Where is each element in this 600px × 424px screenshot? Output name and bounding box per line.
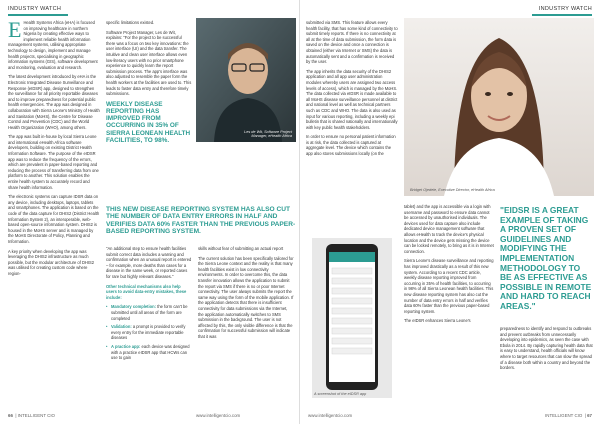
paragraph: The electronic systems can capture IDSR data on any device, including desktops, laptops, tablets and smartphones. The application is based on the code of the data capture for DHIS2 (District Health Information System 2), an interoperable, web-based open-source information system. DHIS2 is housed in the MoHS server and is managed by the MoHS Directorate of Policy, Planning and Information. xyxy=(8,194,100,244)
intro-paragraph: E Health Systems Africa (eHA) is focused on improving healthcare in northern Nigeria by creating effective ways to implement reliable health information management systems, utilising appropriate technology to design, implement and manage health projects, specialising in geographic information systems (GIS), software development and monitoring, evaluation and research. xyxy=(8,20,98,70)
photo-caption: A screenshot of the eIDSR app xyxy=(314,392,367,396)
paragraph: Software Project Manager, Les de Wit, explains: "For the project to be successful there was a focus on two key innovations: the user interface (UI) and the data transfer. The intuitive and clean user interface allows even low-literacy users with no prior smartphone experience to quickly learn the report submission process. The app's interface was also adjusted to resemble the paper form the health workers at the facilities are used to. This leads to faster data entry and therefore timely submissions. xyxy=(106,29,192,97)
article-column-2b xyxy=(106,246,192,412)
section-rule xyxy=(532,14,592,16)
article-column-1 xyxy=(8,20,100,412)
article-column-2 xyxy=(106,20,192,205)
app-screenshot-photo xyxy=(312,238,392,398)
paragraph: skills without fear of submitting an actual report xyxy=(198,246,284,251)
paragraph: Sierra Leone's disease surveillance and reporting has improved drastically as a result of this new system. According to a recent CDC article, weekly disease reporting improved from occurring in 35% of health facilities, to occurring in 98% of all Sierra Leonean health facilities. This new disease reporting system has also cut the number of data entry errors in half and verifies data 60% faster than the previous paper-based reporting system. xyxy=(404,258,494,314)
article-column-4 xyxy=(306,20,398,238)
footer-right: INTELLIGENT CIO | 67 xyxy=(545,413,592,418)
list-item: • Validation: a prompt is provided to verify every entry for the immediate reportable diseases xyxy=(106,324,192,341)
portrait-photo-bridget-ojedele xyxy=(404,18,594,196)
drop-cap: E xyxy=(8,20,22,42)
subhead: Other technical mechanisms also help users to avoid data-entry mistakes, these include: xyxy=(106,283,187,300)
photo-caption: Les de Wit, Software Project Manager, eHealth Africa xyxy=(244,130,292,138)
paragraph: The latest development introduced by eHA is the Electronic Integrated Disease Surveillance and Response (eIDSR) app, designed to strengthen the surveillance for all priority reportable diseases and to improve preparedness for potential public health emergencies. The app was designed in collaboration with Sierra Leone's Ministry of Health and Sanitation (MoHS), the Centre for Disease Control and Prevention (CDC) and the World Health Organization (WHO), among others. xyxy=(8,74,100,130)
footer-left: 66 | INTELLIGENT CIO xyxy=(8,413,55,418)
callout-text: WEEKLY DISEASE REPORTING HAS IMPROVED FROM OCCURRING IN 35% OF SIERRA LEONEAN HEALTH FACILITIES, TO 98%. xyxy=(106,100,191,144)
footer-url: www.intelligentcio.com xyxy=(196,413,241,418)
portrait-photo-les-de-wit xyxy=(196,18,296,142)
paragraph: preparedness to identify and respond to outbreaks and prevent outbreaks from unnecessarily developing into epidemics, as seen the case with Ebola in 2014. By rapidly capturing health data that is easy to understand, health officials will know where to target resources that can slow the spread of a disease both within a country and beyond the borders. xyxy=(500,326,593,371)
photo-caption: Bridget Ojedele, Executive Director, eHealth Africa xyxy=(410,188,495,192)
bullet-list xyxy=(106,304,192,360)
pull-quote: "EIDSR IS A GREAT EXAMPLE OF TAKING A PROVEN SET OF GUIDELINES AND MODIFYING THE IMPLEMENTATION METHODOLOGY TO BE AS EFFECTIVE AS POSSIBLE IN REMOTE AND HARD TO REACH AREAS." xyxy=(500,205,592,311)
section-rule xyxy=(8,14,68,16)
article-column-3 xyxy=(198,246,294,412)
list-item: • Mandatory completion: the form can't be submitted until all areas of the form are completed xyxy=(106,304,192,321)
article-column-5 xyxy=(404,204,494,412)
paragraph: tablet) and the app is accessible via a login with username and password to ensure data cannot be accessed by unauthorised individuals. The devices used for data capture also include dedicated device management software that allows eHealth to track the device's physical location and the device gets missing the device can be locked remotely, to bring as it is in Internet connection. xyxy=(404,204,494,254)
paragraph: "An additional step to ensure health facilities submit correct data includes a warning and confirmation when an unusual report is entered – for example, more deaths than cases for a disease in the same week, or reported cases for rare but highly relevant diseases." xyxy=(106,246,192,279)
paragraph: specific limitations existed. xyxy=(106,20,155,25)
paragraph: The current solution has been specifically tailored for the Sierra Leone context and the reality is that many health facilities exist in low connectivity environments. In order to overcome this, the data transfer innovation allows the application to submit the report via SMS if there is no or poor Internet connectivity. The user always submits the report the same way using the form of the mobile application. If the application detects that there is insufficient connectivity for data submissions via the Internet, the application automatically switches to SMS submission in the background. The user is not affected by this, the only visible difference is that the confirmation for successful submission will indicate that it was xyxy=(198,255,294,339)
list-item: • A practice app: each device was designed with a practice eIDSR app that HCWs can use to gain xyxy=(106,344,192,361)
paragraph: A key priority when developing the app was leveraging the DHIS2 infrastructure as much possible, but the modular architecture of DHIS2 was utilised for creating custom code where region- xyxy=(8,248,95,276)
paragraph: In order to ensure no personal patient information is at risk, the data collected is captured at aggregate level. The device which contains the app also stores submissions locally (on the xyxy=(306,134,396,157)
footer-url: www.intelligentcio.com xyxy=(308,413,353,418)
paragraph: submitted via SMS. This feature allows every health facility, that has some kind of connectivity to submit timely reports. If there is no connectivity at all at the time of data submission, the form data is saved on the device and once a connection is obtained (either via Internet or SMS) the data is automatically sent and a confirmation is received by the user. xyxy=(306,20,398,65)
section-label: INDUSTRY WATCH xyxy=(538,6,592,12)
highlight-banner: THIS NEW DISEASE REPORTING SYSTEM HAS ALSO CUT THE NUMBER OF DATA ENTRY ERRORS IN HALF AND VERIFIES DATA 60% FASTER THAN THE PREVIOUS PAPER-BASED REPORTING SYSTEM. xyxy=(106,206,296,236)
paragraph: The app was built in-house by local Sierra Leone and international eHealth Africa software developers, building on existing District Health Information Software. The purpose of the eIDSR app was to reduce the frequency of the errors, which are prevalent in paper-based reporting and reducing the process of transferring data from one platform to another. This solution enables the entire health system to accurately record and share health information. xyxy=(8,134,99,190)
section-label: INDUSTRY WATCH xyxy=(8,6,62,12)
paragraph: The eIDSR enhances Sierra Leone's xyxy=(404,318,471,324)
right-page xyxy=(300,0,600,424)
paragraph: The app inherits the data security of the DHIS2 application and all app user administration modules whereby users are assigned two access levels of access), which is managed by the MoHS. The data collected via eIDSR is made available to all MoHS disease surveillance personnel at district and national level as well as technical partners such as CDC and WHO. The data is also used as input for various reporting, including a weekly epi bulletin that is shared nationally and internationally with key public health stakeholders. xyxy=(306,68,398,130)
article-column-6 xyxy=(500,326,594,412)
